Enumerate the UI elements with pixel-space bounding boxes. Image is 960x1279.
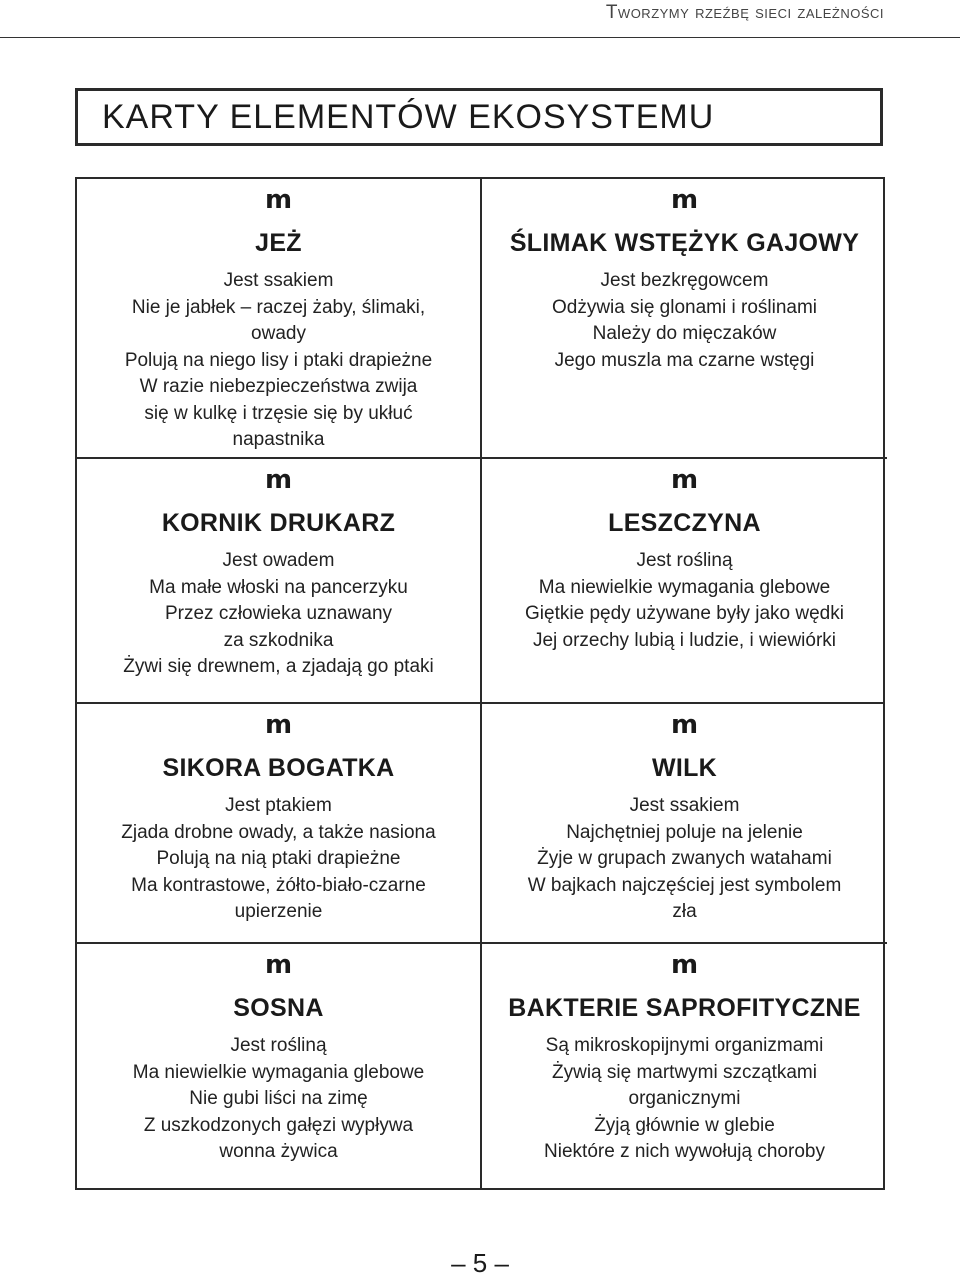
card-bullet-icon: m bbox=[264, 710, 293, 740]
card-line: Jest ptakiem bbox=[225, 795, 332, 816]
cards-block-2 bbox=[75, 702, 885, 1190]
card bbox=[482, 179, 887, 459]
card-line: Jest rośliną bbox=[230, 1035, 327, 1056]
card-title: JEŻ bbox=[255, 229, 302, 257]
card-line: Jest ssakiem bbox=[223, 270, 334, 291]
card-line: Niektóre z nich wywołują choroby bbox=[544, 1141, 825, 1162]
card-line: Polują na niego lisy i ptaki drapieżne bbox=[124, 349, 433, 371]
card-line: Żywią się martwymi szczątkami bbox=[552, 1061, 817, 1083]
card-bullet-icon: m bbox=[264, 465, 293, 495]
cards-grid bbox=[75, 177, 885, 1190]
card-line: Ma kontrastowe, żółto-biało-czarne bbox=[131, 874, 426, 896]
card-title: SIKORA BOGATKA bbox=[162, 754, 395, 782]
card-line: W bajkach najczęściej jest symbolem bbox=[527, 874, 842, 896]
card-line: Jest owadem bbox=[222, 550, 335, 571]
header-title: Tworzymy rzeźbę sieci zależności bbox=[605, 2, 884, 23]
card-line: zła bbox=[672, 901, 697, 922]
card-line: W razie niebezpieczeństwa zwija bbox=[139, 376, 418, 397]
card-line: Żyje w grupach zwanych watahami bbox=[537, 848, 832, 869]
cards-block-1 bbox=[75, 177, 885, 704]
card-line: Jego muszla ma czarne wstęgi bbox=[554, 349, 815, 371]
card-bullet-icon: m bbox=[670, 185, 699, 215]
card-line: Jest bezkręgowcem bbox=[600, 270, 769, 291]
card-title: WILK bbox=[651, 754, 718, 782]
card-line: Ma niewielkie wymagania glebowe bbox=[132, 1061, 425, 1083]
card-bullet-icon: m bbox=[670, 465, 699, 495]
title-box bbox=[75, 88, 883, 146]
card-line: się w kulkę i trzęsie się by ukłuć bbox=[144, 402, 413, 424]
card-line: Jej orzechy lubią i ludzie, i wiewiórki bbox=[532, 629, 837, 651]
card bbox=[482, 944, 887, 1188]
card-line: napastnika bbox=[232, 429, 325, 450]
card-bullet-icon: m bbox=[264, 185, 293, 215]
card-line: organicznymi bbox=[628, 1088, 741, 1109]
card-line: owady bbox=[251, 323, 306, 344]
card-line: Polują na nią ptaki drapieżne bbox=[156, 848, 401, 869]
card bbox=[77, 704, 482, 944]
card-line: upierzenie bbox=[234, 901, 323, 922]
card-line: Nie gubi liści na zimę bbox=[189, 1088, 368, 1109]
card-line: Przez człowieka uznawany bbox=[164, 603, 393, 624]
card-line: Są mikroskopijnymi organizmami bbox=[545, 1035, 824, 1056]
card-line: Z uszkodzonych gałęzi wypływa bbox=[143, 1114, 414, 1136]
card-title: LESZCZYNA bbox=[608, 509, 761, 537]
header-divider bbox=[0, 37, 960, 38]
page-number: – 5 – bbox=[451, 1248, 509, 1278]
card-line: Ma małe włoski na pancerzyku bbox=[149, 576, 408, 598]
card-title: SOSNA bbox=[233, 994, 324, 1022]
card bbox=[77, 179, 482, 459]
card-line: wonna żywica bbox=[219, 1141, 338, 1162]
card-bullet-icon: m bbox=[670, 710, 699, 740]
card-title: BAKTERIE SAPROFITYCZNE bbox=[508, 994, 861, 1022]
card-line: Odżywia się glonami i roślinami bbox=[551, 296, 818, 318]
card bbox=[482, 704, 887, 944]
card-line: Żywi się drewnem, a zjadają go ptaki bbox=[123, 656, 434, 677]
card bbox=[77, 944, 482, 1188]
card-line: Nie je jabłek – raczej żaby, ślimaki, bbox=[131, 296, 426, 318]
card-line: Ma niewielkie wymagania glebowe bbox=[538, 576, 831, 598]
card-line: Najchętniej poluje na jelenie bbox=[566, 821, 803, 843]
card-bullet-icon: m bbox=[670, 950, 699, 980]
card-title: ŚLIMAK WSTĘŻYK GAJOWY bbox=[509, 229, 860, 257]
card-line: Jest rośliną bbox=[636, 550, 733, 571]
card bbox=[77, 459, 482, 702]
card-bullet-icon: m bbox=[264, 950, 293, 980]
card-line: Należy do mięczaków bbox=[592, 323, 777, 344]
card-line: Jest ssakiem bbox=[629, 795, 740, 816]
card-line: za szkodnika bbox=[223, 629, 334, 651]
card-line: Giętkie pędy używane były jako wędki bbox=[525, 603, 844, 624]
card bbox=[482, 459, 887, 702]
page-title: KARTY ELEMENTÓW EKOSYSTEMU bbox=[102, 97, 715, 136]
card-line: Zjada drobne owady, a także nasiona bbox=[121, 821, 436, 843]
card-title: KORNIK DRUKARZ bbox=[161, 509, 396, 537]
card-line: Żyją głównie w glebie bbox=[594, 1114, 775, 1136]
